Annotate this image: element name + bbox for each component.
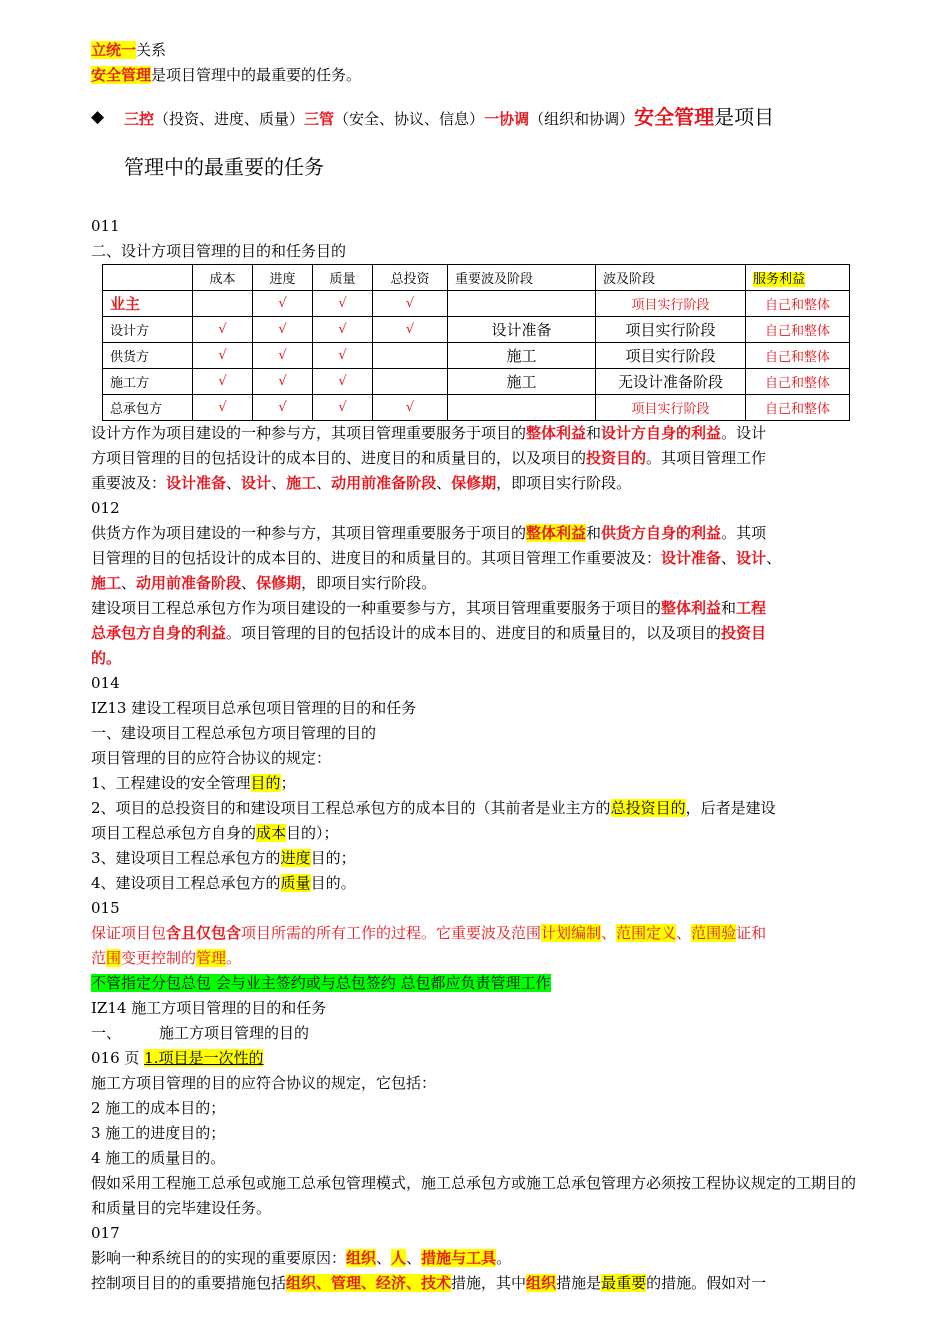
line-safety: 安全管理是项目管理中的最重要的任务。 <box>91 66 362 84</box>
table-row: 设计方 √ √ √ √ 设计准备 项目实行阶段 自己和整体 <box>103 317 850 343</box>
table-header-row: 成本 进度 质量 总投资 重要波及阶段 波及阶段 服务利益 <box>103 265 850 291</box>
list-item: 4、建设项目工程总承包方的质量目的。 <box>91 874 356 892</box>
diamond-bullet-icon: ◆ <box>91 107 105 127</box>
epc-para-line1: 建设项目工程总承包方作为项目建设的一种重要参与方，其项目管理重要服务于项目的整体利益和工程 <box>91 599 767 617</box>
section-number-015: 015 <box>91 899 120 917</box>
section-number-012: 012 <box>91 499 120 517</box>
table-row: 业主 √ √ √ 项目实行阶段 自己和整体 <box>103 291 850 317</box>
supply-para-line1: 供货方作为项目建设的一种参与方，其项目管理重要服务于项目的整体利益和供货方自身的利益。其项 <box>91 524 767 542</box>
table-row: 施工方 √ √ √ 施工 无设计准备阶段 自己和整体 <box>103 369 850 395</box>
list-item: 3 施工的进度目的； <box>91 1124 226 1142</box>
epc-para-line2: 总承包方自身的利益。项目管理的目的包括设计的成本目的、进度目的和质量目的，以及项目的投资目 <box>91 624 767 642</box>
list-item-cont: 项目工程总承包方自身的成本目的）； <box>91 824 339 842</box>
page-016-line: 016 页 1.项目是一次性的 <box>91 1049 264 1067</box>
section-number-014: 014 <box>91 674 120 692</box>
supply-para-line3: 施工、动用前准备阶段、保修期，即项目实行阶段。 <box>91 574 437 592</box>
green-note: 不管指定分包总包 会与业主签约或与总包签约 总包都应负责管理工作 <box>91 974 551 992</box>
scope-line2: 范围变更控制的管理。 <box>91 949 242 967</box>
list-item: 1、工程建设的安全管理目的； <box>91 774 296 792</box>
list-item: 4 施工的质量目的。 <box>91 1149 226 1167</box>
section-number-017: 017 <box>91 1224 120 1242</box>
subsection-title: 一、 施工方项目管理的目的 <box>91 1024 310 1042</box>
section-title-iz14: IZ14 施工方项目管理的目的和任务 <box>91 999 327 1017</box>
table-row: 供货方 √ √ √ 施工 项目实行阶段 自己和整体 <box>103 343 850 369</box>
bullet-three-controls: ◆ 三控（投资、进度、质量）三管（安全、协议、信息）一协调（组织和协调）安全管理是项目 管理中的最重要的任务 <box>91 93 866 192</box>
intro-line: 施工方项目管理的目的应符合协议的规定，它包括： <box>91 1074 437 1092</box>
list-item: 2、项目的总投资目的和建设项目工程总承包方的成本目的（其前者是业主方的总投资目的，后者是建设 <box>91 799 776 817</box>
epc-para-line3: 的。 <box>91 649 122 667</box>
factors-line: 影响一种系统目的的实现的重要原因：组织、人、措施与工具。 <box>91 1249 512 1267</box>
list-item: 3、建设项目工程总承包方的进度目的； <box>91 849 356 867</box>
scope-line1: 保证项目包含且仅包含项目所需的所有工作的过程。它重要波及范围计划编制、范围定义、范围验证和 <box>91 924 767 942</box>
intro-line: 项目管理的目的应符合协议的规定： <box>91 749 332 767</box>
measures-line: 控制项目目的的重要措施包括组织、管理、经济、技术措施，其中组织措施是最重要的措施。假如对一 <box>91 1274 767 1292</box>
role-comparison-table <box>102 264 850 421</box>
table-row: 总承包方 √ √ √ √ 项目实行阶段 自己和整体 <box>103 395 850 421</box>
subsection-title: 一、建设项目工程总承包方项目管理的目的 <box>91 724 377 742</box>
section-title-iz13: IZ13 建设工程项目总承包项目管理的目的和任务 <box>91 699 417 717</box>
list-item: 2 施工的成本目的； <box>91 1099 226 1117</box>
design-para-line3: 重要波及：设计准备、设计、施工、动用前准备阶段、保修期，即项目实行阶段。 <box>91 474 632 492</box>
section-number-011: 011 <box>91 217 120 235</box>
line-unity: 立统一关系 <box>91 41 167 59</box>
design-para-line2: 方项目管理的目的包括设计的成本目的、进度目的和质量目的，以及项目的投资目的。其项目管理工作 <box>91 449 767 467</box>
design-para-line1: 设计方作为项目建设的一种参与方，其项目管理重要服务于项目的整体利益和设计方自身的利益。设计 <box>91 424 767 442</box>
document-page <box>91 38 866 1296</box>
supply-para-line2: 目管理的目的包括设计的成本目的、进度目的和质量目的。其项目管理工作重要波及：设计准备、设计、 <box>91 549 782 567</box>
section-title-design: 二、设计方项目管理的目的和任务目的 <box>91 242 347 260</box>
contract-paragraph: 假如采用工程施工总承包或施工总承包管理模式，施工总承包方或施工总承包管理方必须按工程协议规定的工期目的和质量目的完毕建设任务。 <box>91 1174 857 1217</box>
